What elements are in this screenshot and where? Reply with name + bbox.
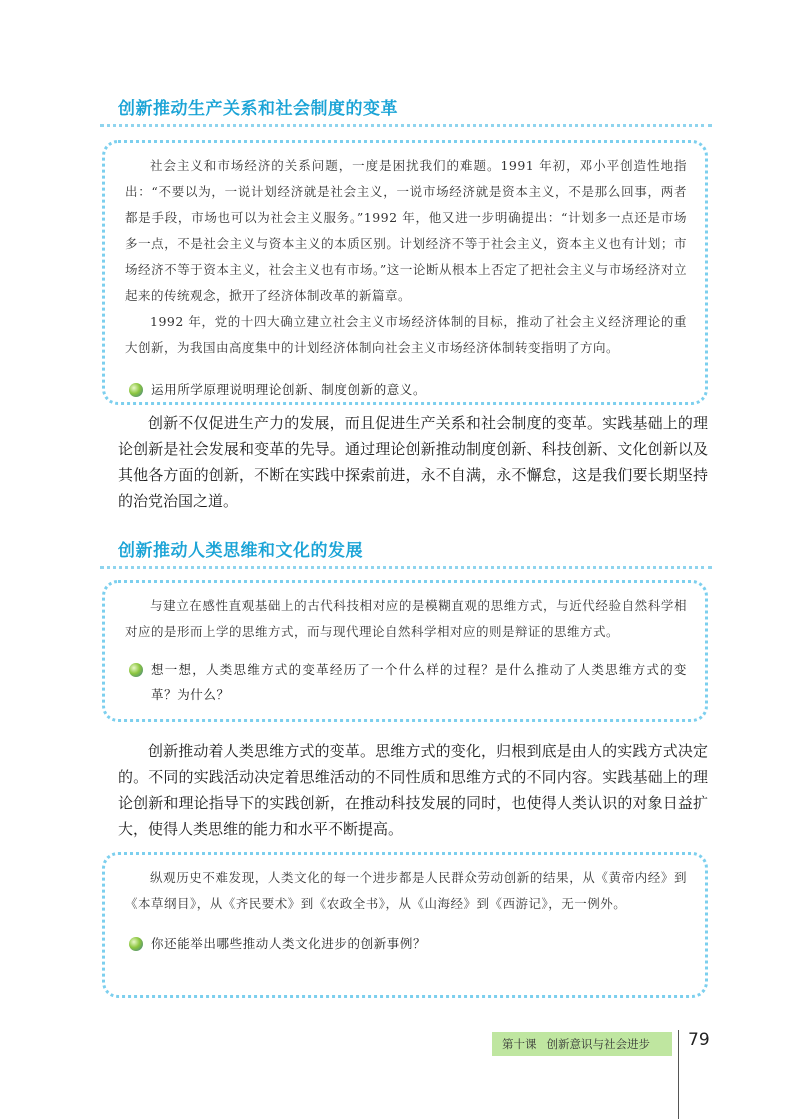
footer-divider (678, 1030, 679, 1119)
case-box-1 (102, 140, 708, 405)
question-2 (125, 657, 687, 707)
question-bullet-icon (129, 663, 143, 677)
case-box-3 (102, 852, 708, 998)
page-number: 79 (688, 1030, 710, 1050)
footer-band (492, 1032, 672, 1056)
title-divider-1 (100, 124, 712, 127)
footer-lesson: 第十课 (502, 1037, 537, 1051)
body-paragraph-1: 创新不仅促进生产力的发展，而且促进生产关系和社会制度的变革。实践基础上的理论创新是社会发展和变革的先导。通过理论创新推动制度创新、科技创新、文化创新以及其他各方面的创新，不断在实践中探索前进，永不自满，永不懈怠，这是我们要长期坚持的治党治国之道。 (118, 414, 708, 510)
case-box-2 (102, 580, 708, 722)
question-1 (125, 377, 687, 402)
question-text-1: 运用所学原理说明理论创新、制度创新的意义。 (151, 382, 427, 397)
title-divider-2 (100, 566, 712, 569)
footer-lesson-title: 创新意识与社会进步 (546, 1037, 650, 1051)
case-paragraph-1: 社会主义和市场经济的关系问题，一度是困扰我们的难题。1991 年初，邓小平创造性地指出：“不要以为，一说计划经济就是社会主义，一说市场经济就是资本主义，不是那么回事，两者都是手段，市场也可以为社会主义服务。”1992 年，他又进一步明确提出：“计划多一点还是市场多一点，不是社会主义与资本主义的本质区别。计划经济不等于社会主义，资本主义也有计划；市场经济不等于资本主义，社会主义也有市场。”这一论断从根本上否定了把社会主义与市场经济对立起来的传统观念，掀开了经济体制改革的新篇章。 (125, 158, 687, 303)
question-3 (125, 931, 687, 956)
question-text-2: 想一想，人类思维方式的变革经历了一个什么样的过程？是什么推动了人类思维方式的变革？为什么？ (151, 662, 687, 702)
question-text-3: 你还能举出哪些推动人类文化进步的创新事例？ (151, 936, 427, 951)
question-bullet-icon (129, 937, 143, 951)
section-title-1: 创新推动生产关系和社会制度的变革 (118, 99, 398, 119)
case-paragraph-4: 纵观历史不难发现，人类文化的每一个进步都是人民群众劳动创新的结果，从《黄帝内经》到《本草纲目》，从《齐民要术》到《农政全书》，从《山海经》到《西游记》，无一例外。 (125, 870, 687, 911)
case-paragraph-2: 1992 年，党的十四大确立建立社会主义市场经济体制的目标，推动了社会主义经济理论的重大创新，为我国由高度集中的计划经济体制向社会主义市场经济体制转变指明了方向。 (125, 314, 687, 355)
question-bullet-icon (129, 383, 143, 397)
body-paragraph-2: 创新推动着人类思维方式的变革。思维方式的变化，归根到底是由人的实践方式决定的。不同的实践活动决定着思维活动的不同性质和思维方式的不同内容。实践基础上的理论创新和理论指导下的实践创新，在推动科技发展的同时，也使得人类认识的对象日益扩大，使得人类思维的能力和水平不断提高。 (118, 742, 708, 838)
case-paragraph-3: 与建立在感性直观基础上的古代科技相对应的是模糊直观的思维方式，与近代经验自然科学相对应的是形而上学的思维方式，而与现代理论自然科学相对应的则是辩证的思维方式。 (125, 598, 687, 639)
section-title-2: 创新推动人类思维和文化的发展 (118, 541, 363, 561)
